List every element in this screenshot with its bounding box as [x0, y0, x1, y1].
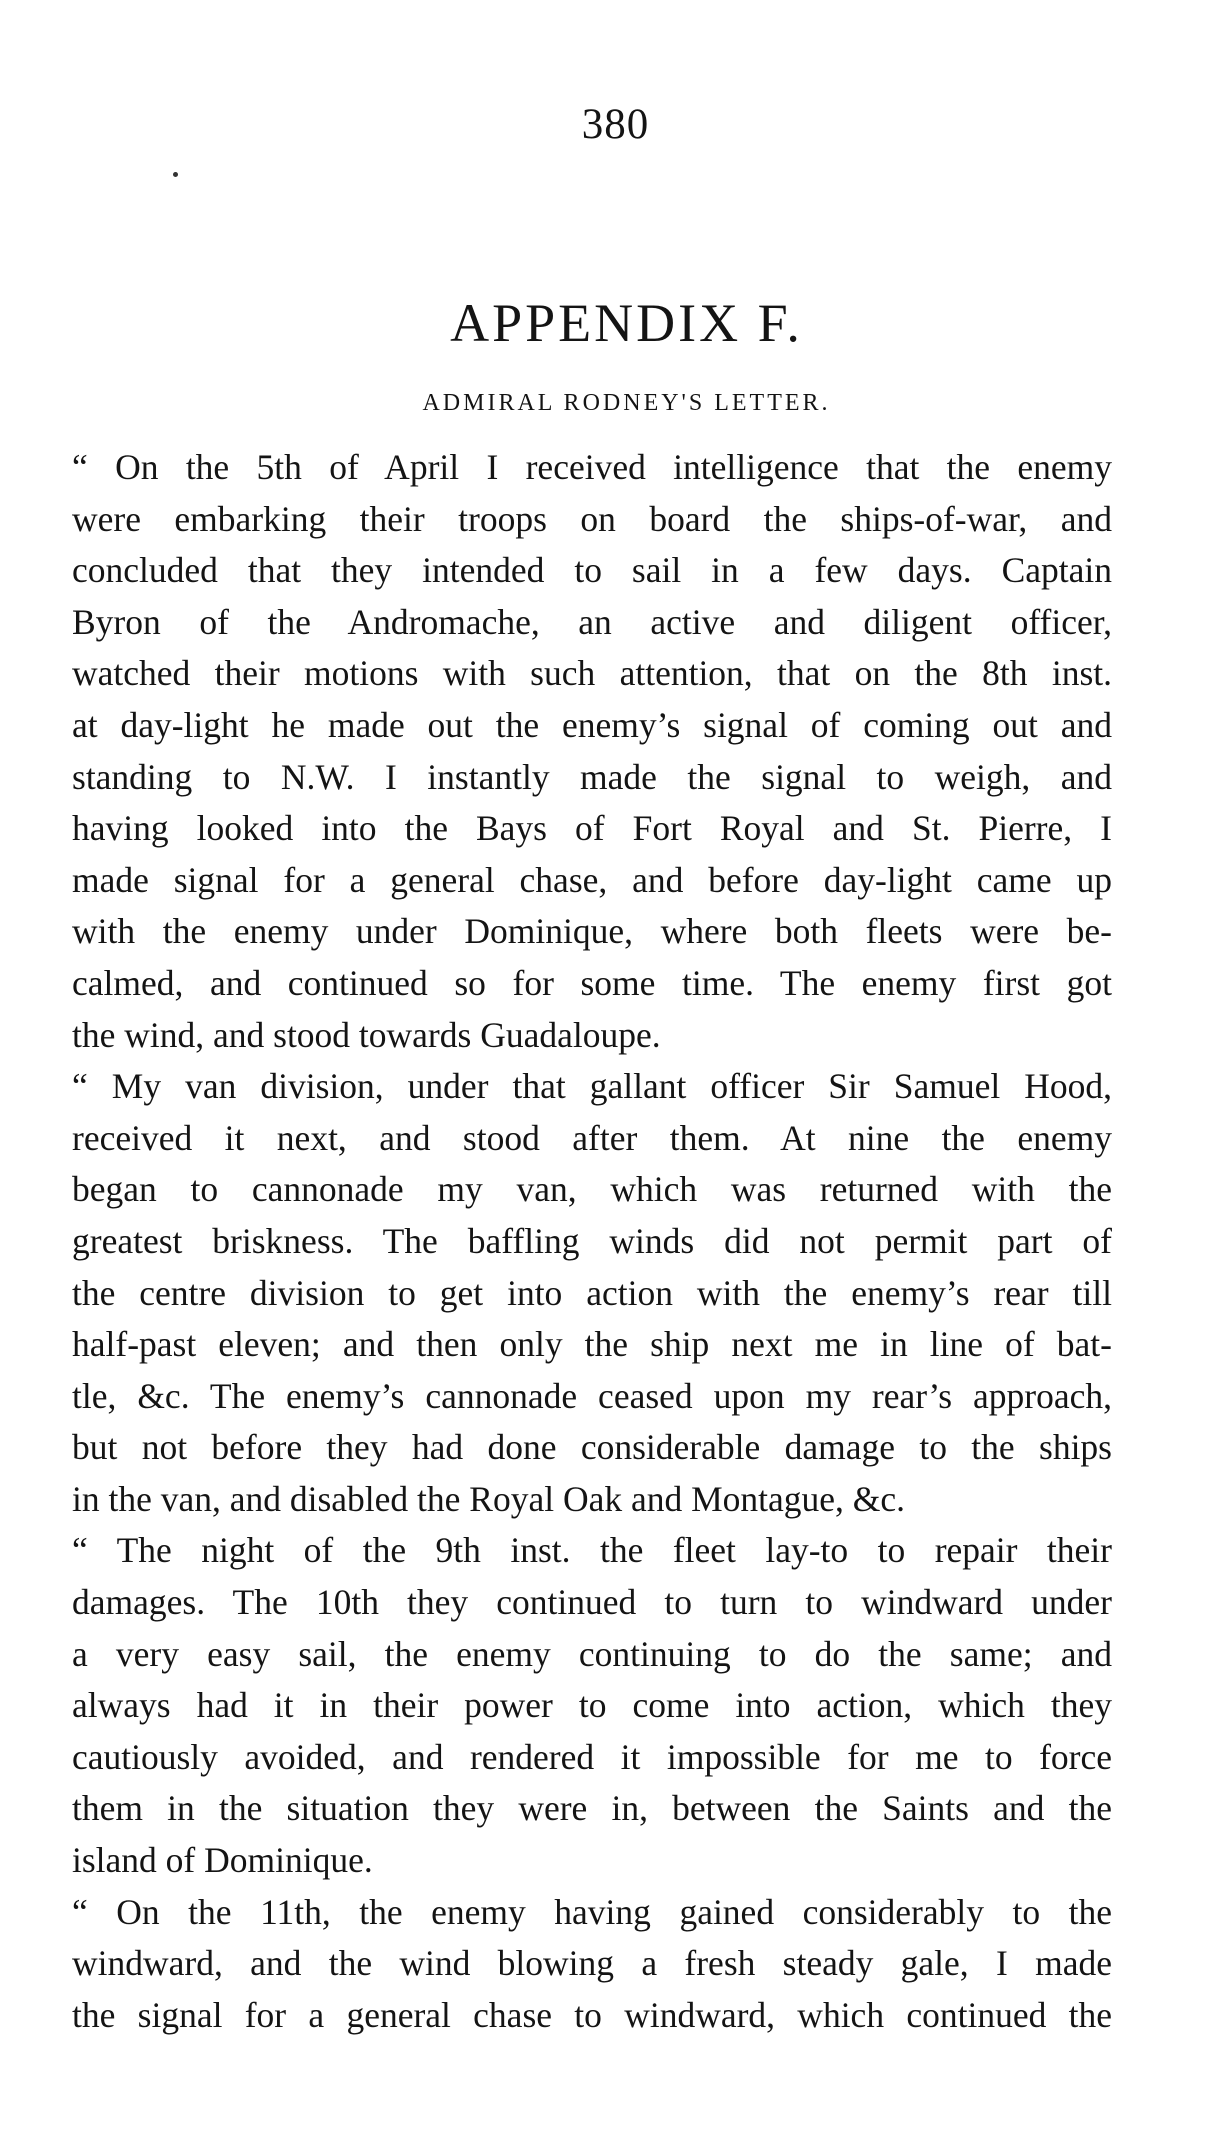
text-line: tle, &c. The enemy’s cannonade ceased upon my rear’s approach,	[72, 1375, 1112, 1416]
text-line: made signal for a general chase, and before day-light came up	[72, 859, 1112, 900]
text-line: Byron of the Andromache, an active and diligent officer,	[72, 601, 1112, 642]
text-line: greatest briskness. The baffling winds did not permit part of	[72, 1220, 1112, 1261]
text-line: calmed, and continued so for some time. The enemy first got	[72, 962, 1112, 1003]
text-line: were embarking their troops on board the ships-of-war, and	[72, 498, 1112, 539]
paragraph	[72, 1061, 1112, 1525]
text-line: “ On the 5th of April I received intelligence that the enemy	[72, 447, 1112, 487]
text-line: island of Dominique.	[72, 1840, 373, 1881]
text-line: them in the situation they were in, between the Saints and the	[72, 1788, 1112, 1829]
text-line: received it next, and stood after them. At nine the enemy	[72, 1117, 1112, 1158]
text-line: with the enemy under Dominique, where both fleets were be-	[72, 911, 1112, 952]
text-line: began to cannonade my van, which was returned with the	[72, 1169, 1112, 1210]
text-line: “ On the 11th, the enemy having gained considerably to the	[72, 1891, 1112, 1932]
paragraph	[72, 442, 1112, 1061]
page-number: 380	[581, 101, 650, 148]
text-line: always had it in their power to come into action, which they	[72, 1685, 1112, 1726]
text-line: concluded that they intended to sail in a few days. Captain	[72, 550, 1112, 591]
text-line: the signal for a general chase to windward, which continued the	[72, 1994, 1112, 2035]
text-line: the centre division to get into action with the enemy’s rear till	[72, 1272, 1112, 1313]
text-line: standing to N.W. I instantly made the signal to weigh, and	[72, 756, 1112, 797]
text-line: having looked into the Bays of Fort Royal and St. Pierre, I	[72, 808, 1112, 849]
text-line: cautiously avoided, and rendered it impossible for me to force	[72, 1736, 1112, 1777]
text-line: the wind, and stood towards Guadaloupe.	[72, 1014, 661, 1055]
text-line: “ My van division, under that gallant officer Sir Samuel Hood,	[72, 1066, 1112, 1107]
text-line: at day-light he made out the enemy’s signal of coming out and	[72, 704, 1112, 745]
text-line: damages. The 10th they continued to turn to windward under	[72, 1582, 1112, 1623]
text-line: “ The night of the 9th inst. the fleet lay-to to repair their	[72, 1530, 1112, 1571]
text-line: but not before they had done considerable damage to the ships	[72, 1427, 1112, 1468]
text-line: watched their motions with such attention, that on the 8th inst.	[72, 653, 1112, 694]
text-line: in the van, and disabled the Royal Oak and Montague, &c.	[72, 1478, 906, 1519]
text-line: half-past eleven; and then only the ship next me in line of bat-	[72, 1324, 1112, 1365]
text-line: a very easy sail, the enemy continuing to do the same; and	[72, 1633, 1112, 1674]
print-speck	[173, 172, 178, 177]
text-line: windward, and the wind blowing a fresh steady gale, I made	[72, 1943, 1112, 1984]
appendix-title: APPENDIX F.	[450, 293, 803, 353]
paragraph	[72, 1525, 1112, 1886]
letter-subtitle: ADMIRAL RODNEY'S LETTER.	[422, 390, 831, 416]
paragraph	[72, 1887, 1112, 2042]
letter-body	[72, 442, 1112, 2041]
